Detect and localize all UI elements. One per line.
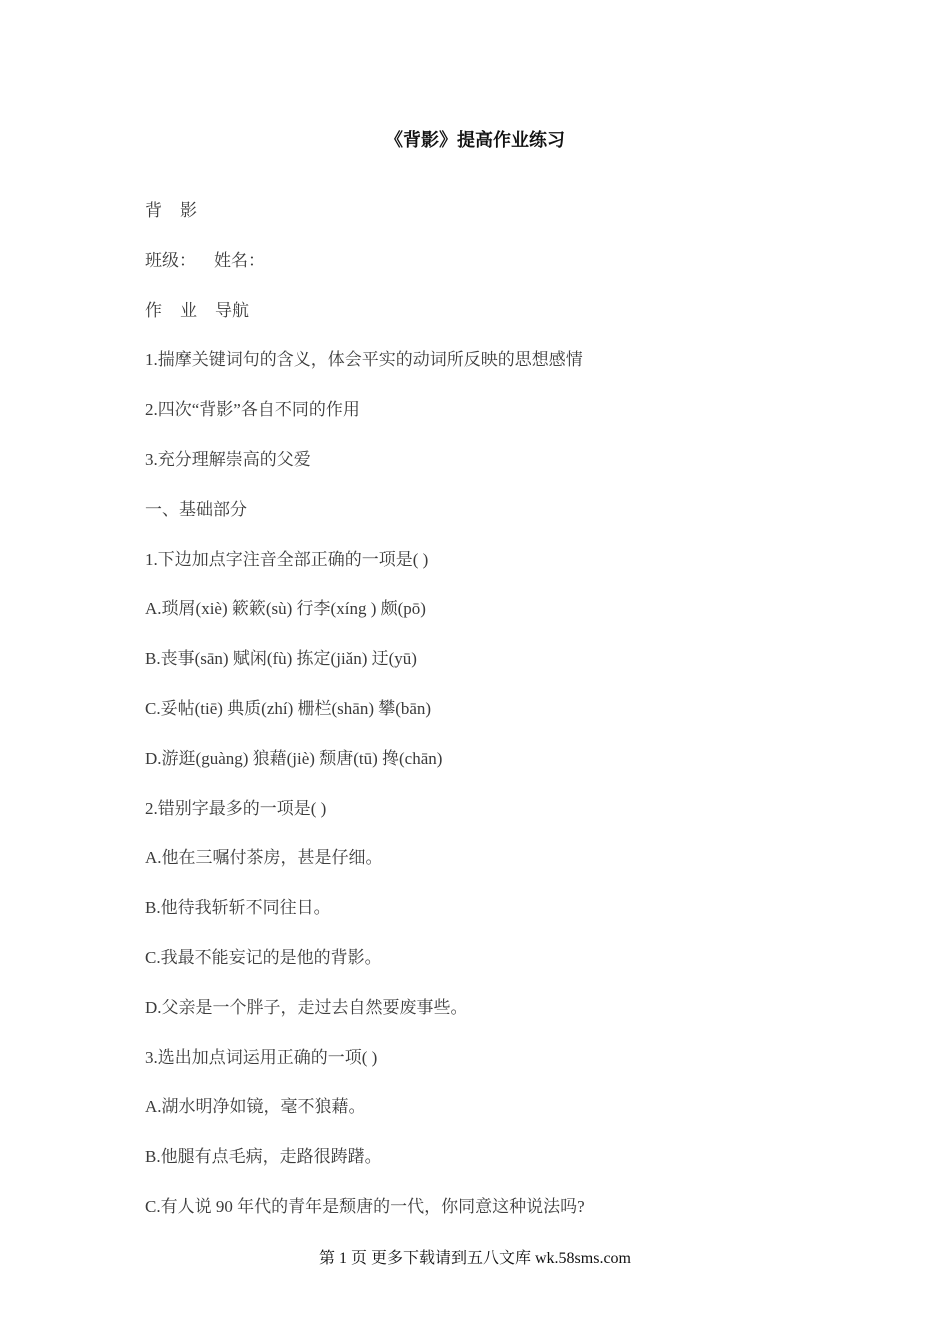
lesson-char-1: 背: [145, 201, 162, 220]
nav-point-2: 2.四次“背影”各自不同的作用: [145, 400, 360, 420]
student-info: [145, 249, 845, 299]
section-heading: 一、基础部分: [145, 499, 247, 519]
class-label: 班级：: [145, 250, 196, 270]
page-title: 《背影》提高作业练习: [385, 130, 565, 150]
nav-word-2: 业: [180, 300, 197, 320]
document-body: [145, 199, 845, 1245]
question-2: 2.错别字最多的一项是( ): [145, 798, 327, 818]
nav-point-1: 1.揣摩关键词句的含义，体会平实的动词所反映的思想感情: [145, 350, 583, 370]
question-1-option-a: A.琐屑(xiè) 簌簌(sù) 行李(xíng ) 颇(pō): [145, 599, 426, 619]
nav-point-3: 3.充分理解崇高的父爱: [145, 449, 311, 469]
question-2-option-c: C.我最不能妄记的是他的背影。: [145, 947, 382, 967]
lesson-heading: [145, 199, 845, 249]
question-2-option-b: B.他待我斩斩不同往日。: [145, 898, 331, 918]
homework-nav-heading: [145, 299, 845, 349]
question-1-option-b: B.丧事(sān) 赋闲(fù) 拣定(jiǎn) 迂(yū): [145, 649, 417, 669]
name-label: 姓名：: [214, 250, 265, 270]
question-2-option-a: A.他在三嘱付茶房，甚是仔细。: [145, 848, 383, 868]
nav-word-3: 导航: [215, 300, 249, 320]
question-1: 1.下边加点字注音全部正确的一项是( ): [145, 549, 429, 569]
question-2-option-d: D.父亲是一个胖子，走过去自然要废事些。: [145, 997, 468, 1017]
nav-word-1: 作: [145, 300, 162, 320]
question-1-option-c: C.妥帖(tiē) 典质(zhí) 栅栏(shān) 攀(bān): [145, 698, 432, 718]
question-3: 3.选出加点词运用正确的一项( ): [145, 1047, 378, 1067]
question-3-option-a: A.湖水明净如镜，毫不狼藉。: [145, 1097, 366, 1117]
page-footer: 第 1 页 更多下载请到五八文库 wk.58sms.com: [318, 1250, 631, 1267]
question-3-option-c: C.有人说 90 年代的青年是颓唐的一代，你同意这种说法吗?: [145, 1196, 585, 1216]
question-3-option-b: B.他腿有点毛病，走路很踌躇。: [145, 1147, 382, 1167]
question-1-option-d: D.游逛(guàng) 狼藉(jiè) 颓唐(tū) 搀(chān): [145, 748, 443, 768]
lesson-char-2: 影: [180, 201, 197, 220]
